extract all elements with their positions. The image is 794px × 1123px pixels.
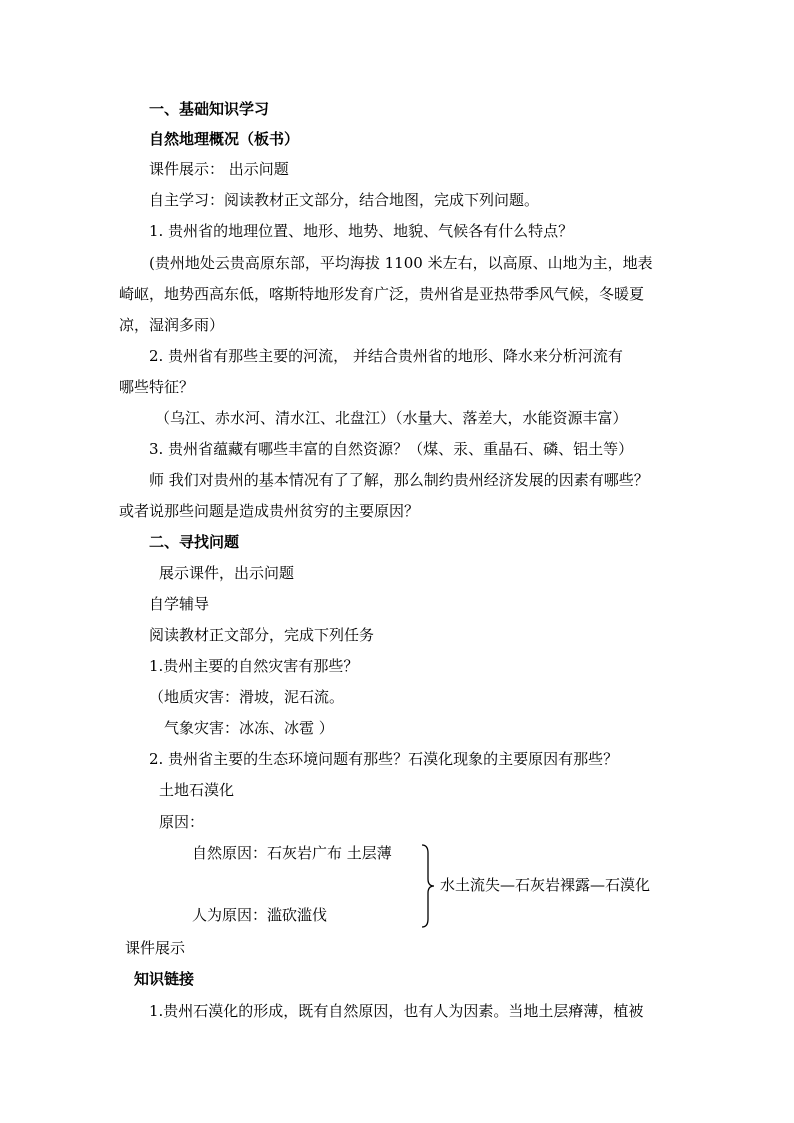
disaster-answer-line-2: 气象灾害：冰冻、冰雹 ） <box>164 719 334 737</box>
question-1: 1. 贵州省的地理位置、地形、地势、地貌、气候各有什么特点？ <box>149 222 574 240</box>
cause-label: 原因： <box>159 813 205 831</box>
answer-1-line-1: (贵州地处云贵高原东部，平均海拔 1100 米左右，以高原、山地为主，地表 <box>149 254 653 272</box>
question-3: 3. 贵州省蕴藏有哪些丰富的自然资源？（煤、汞、重晶石、磷、铝土等） <box>149 440 634 458</box>
courseware-show-3: 课件展示 <box>125 939 186 957</box>
human-cause: 人为原因：滥砍滥伐 <box>192 906 328 924</box>
answer-1-line-3: 凉，湿润多雨） <box>119 316 225 334</box>
self-study-tutoring: 自学辅导 <box>149 595 210 613</box>
section1-title: 一、基础知识学习 <box>149 100 270 118</box>
desertification-chain: 水土流失—石灰岩裸露—石漠化 <box>440 876 651 894</box>
section1-subtitle: 自然地理概况（板书） <box>149 130 300 148</box>
reading-instruction: 阅读教材正文部分，完成下列任务 <box>149 626 375 644</box>
courseware-show-1: 课件展示： 出示问题 <box>149 160 289 178</box>
curly-brace-icon <box>420 843 436 929</box>
teacher-line-1: 师 我们对贵州的基本情况有了了解，那么制约贵州经济发展的因素有哪些？ <box>149 471 649 489</box>
self-study-instruction: 自主学习：阅读教材正文部分，结合地图，完成下列问题。 <box>149 191 540 209</box>
section2-title: 二、寻找问题 <box>149 533 240 551</box>
ecology-answer: 土地石漠化 <box>159 781 235 799</box>
ecology-question: 2. 贵州省主要的生态环境问题有那些？石漠化现象的主要原因有那些？ <box>149 750 619 768</box>
knowledge-link-title: 知识链接 <box>134 970 195 988</box>
question-2-line-2: 哪些特征？ <box>119 378 195 396</box>
disaster-question: 1.贵州主要的自然灾害有那些？ <box>149 657 359 675</box>
disaster-answer-line-1: （地质灾害：滑坡，泥石流。 <box>149 688 345 706</box>
courseware-show-2: 展示课件，出示问题 <box>159 564 295 582</box>
question-2-line-1: 2. 贵州省有那些主要的河流， 并结合贵州省的地形、降水来分析河流有 <box>149 347 623 365</box>
teacher-line-2: 或者说那些问题是造成贵州贫穷的主要原因？ <box>119 502 420 520</box>
knowledge-link-text: 1.贵州石漠化的形成，既有自然原因，也有人为因素。当地土层瘠薄，植被 <box>149 1002 644 1020</box>
answer-2: （乌江、赤水河、清水江、北盘江）（水量大、落差大，水能资源丰富） <box>155 409 628 427</box>
answer-1-line-2: 崎岖，地势西高东低，喀斯特地形发育广泛，贵州省是亚热带季风气候，冬暖夏 <box>119 285 645 303</box>
natural-cause: 自然原因：石灰岩广布 土层薄 <box>192 844 392 862</box>
